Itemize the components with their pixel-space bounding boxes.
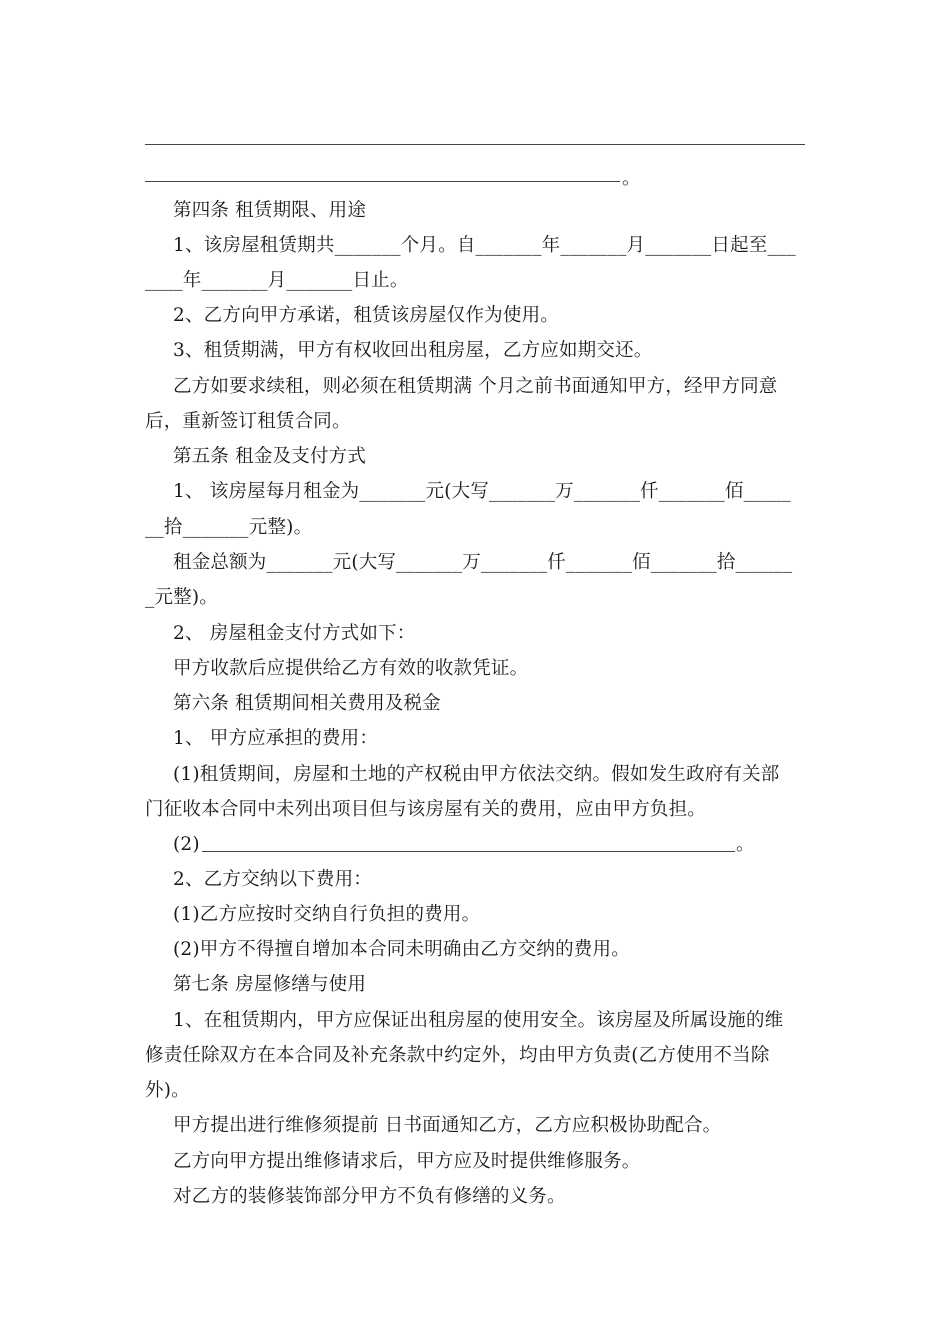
text-line: 1、 甲方应承担的费用：	[173, 728, 379, 749]
text-line: 3、租赁期满，甲方有权收回出租房屋，乙方应如期交还。	[173, 340, 653, 361]
text-line: (1)租赁期间，房屋和土地的产权税由甲方依法交纳。假如发生政府有关部	[173, 764, 780, 785]
text-line: 2、 房屋租金支付方式如下：	[173, 623, 416, 644]
text-line: 乙方向甲方提出维修请求后，甲方应及时提供维修服务。	[173, 1151, 641, 1172]
text-line: (2)甲方不得擅自增加本合同未明确由乙方交纳的费用。	[173, 939, 630, 960]
text-line: ____年_______月_______日止。	[145, 270, 409, 291]
text-line: 2、乙方交纳以下费用：	[173, 869, 372, 890]
text-line: 甲方提出进行维修须提前 日书面通知乙方，乙方应积极协助配合。	[173, 1115, 722, 1136]
text-line: (1)乙方应按时交纳自行负担的费用。	[173, 904, 481, 925]
text-line: 2、乙方向甲方承诺，租赁该房屋仅作为使用。	[173, 305, 559, 326]
text-line: (2)	[173, 834, 200, 855]
blank-rule-1	[145, 144, 805, 145]
rule-end-period: 。	[736, 834, 755, 855]
text-line: 甲方收款后应提供给乙方有效的收款凭证。	[173, 658, 529, 679]
text-line: 外)。	[145, 1080, 190, 1101]
article-6-heading: 第六条 租赁期间相关费用及税金	[173, 693, 441, 714]
text-line: 1、在租赁期内，甲方应保证出租房屋的使用安全。该房屋及所属设施的维	[173, 1010, 784, 1031]
text-line: 乙方如要求续租，则必须在租赁期满 个月之前书面通知甲方，经甲方同意	[173, 376, 778, 397]
text-line: 后，重新签订租赁合同。	[145, 411, 351, 432]
article-7-heading: 第七条 房屋修缮与使用	[173, 974, 367, 995]
text-line: 1、该房屋租赁期共_______个月。自_______年_______月_______日起至___	[173, 235, 796, 256]
article-4-heading: 第四条 租赁期限、用途	[173, 200, 367, 221]
article-5-heading: 第五条 租金及支付方式	[173, 446, 367, 467]
blank-rule-3	[202, 851, 735, 852]
text-line: __拾_______元整)。	[145, 517, 313, 538]
text-line: 对乙方的装修装饰部分甲方不负有修缮的义务。	[173, 1186, 566, 1207]
text-line: 租金总额为_______元(大写_______万_______仟_______佰_______拾______	[173, 552, 793, 573]
text-line: 修责任除双方在本合同及补充条款中约定外，均由甲方负责(乙方使用不当除	[145, 1045, 770, 1066]
text-line: 门征收本合同中未列出项目但与该房屋有关的费用，应由甲方负担。	[145, 799, 707, 820]
blank-rule-2	[145, 181, 620, 182]
text-line: _元整)。	[145, 587, 218, 608]
rule-end-period: 。	[622, 168, 641, 189]
text-line: 1、 该房屋每月租金为_______元(大写_______万_______仟_______佰_____	[173, 481, 791, 502]
